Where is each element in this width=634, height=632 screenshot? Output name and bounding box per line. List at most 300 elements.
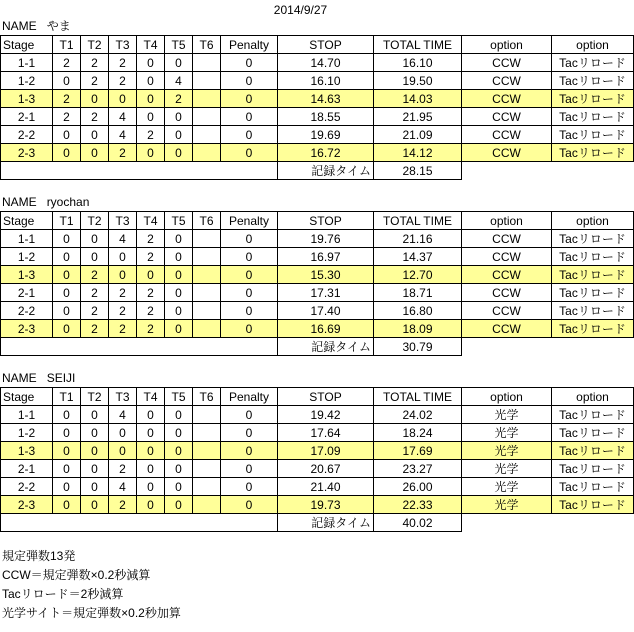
- cell-t2: 2: [81, 54, 109, 72]
- column-header: T3: [109, 388, 137, 406]
- player-name: ryochan: [46, 195, 90, 209]
- player-block-1: [0, 17, 634, 180]
- cell-stage: 2-2: [1, 478, 53, 496]
- note-line: Tacリロード＝2秒減算: [2, 587, 124, 601]
- cell-total: 14.37: [374, 248, 462, 266]
- cell-t2: 0: [81, 230, 109, 248]
- cell-penalty: 0: [221, 266, 278, 284]
- cell-opt1: 光学: [462, 442, 552, 460]
- cell-t1: 0: [53, 266, 81, 284]
- cell-t5: 0: [165, 406, 193, 424]
- cell-t3: 2: [109, 302, 137, 320]
- cell-penalty: 0: [221, 230, 278, 248]
- cell-t3: 2: [109, 284, 137, 302]
- player-block-3: [0, 369, 634, 532]
- column-header: STOP: [278, 388, 374, 406]
- cell-t6: [193, 460, 221, 478]
- cell-t3: 0: [109, 442, 137, 460]
- cell-stop: 19.73: [278, 496, 374, 514]
- cell-t6: [193, 90, 221, 108]
- cell-t5: 0: [165, 284, 193, 302]
- player-name-line: [0, 17, 634, 35]
- cell-t2: 2: [81, 266, 109, 284]
- stage-row: [1, 54, 634, 72]
- cell-t1: 0: [53, 126, 81, 144]
- cell-penalty: 0: [221, 496, 278, 514]
- cell-opt1: CCW: [462, 90, 552, 108]
- cell-stage: 2-3: [1, 496, 53, 514]
- cell-t3: 2: [109, 72, 137, 90]
- cell-opt2: Tacリロード: [552, 266, 634, 284]
- cell-penalty: 0: [221, 248, 278, 266]
- cell-stage: 2-3: [1, 320, 53, 338]
- stage-row: [1, 90, 634, 108]
- column-header: T3: [109, 36, 137, 54]
- cell-t3: 4: [109, 126, 137, 144]
- cell-t5: 0: [165, 478, 193, 496]
- cell-opt1: CCW: [462, 284, 552, 302]
- cell-opt1: CCW: [462, 266, 552, 284]
- column-header: T5: [165, 36, 193, 54]
- cell-t6: [193, 144, 221, 162]
- cell-opt2: Tacリロード: [552, 72, 634, 90]
- cell-penalty: 0: [221, 320, 278, 338]
- cell-t5: 0: [165, 442, 193, 460]
- cell-t1: 0: [53, 406, 81, 424]
- cell-t2: 0: [81, 442, 109, 460]
- column-header: T6: [193, 388, 221, 406]
- cell-t6: [193, 302, 221, 320]
- cell-total: 17.69: [374, 442, 462, 460]
- cell-t2: 2: [81, 108, 109, 126]
- cell-opt2: Tacリロード: [552, 496, 634, 514]
- cell-t6: [193, 54, 221, 72]
- header-row: [1, 388, 634, 406]
- cell-t2: 2: [81, 320, 109, 338]
- player-name-line: [0, 369, 634, 387]
- cell-stop: 19.76: [278, 230, 374, 248]
- column-header: T1: [53, 388, 81, 406]
- column-header: Penalty: [221, 36, 278, 54]
- cell-stop: 19.69: [278, 126, 374, 144]
- cell-stop: 19.42: [278, 406, 374, 424]
- record-label: 記録タイム: [278, 514, 374, 532]
- cell-t4: 2: [137, 284, 165, 302]
- cell-opt2: Tacリロード: [552, 302, 634, 320]
- cell-t1: 0: [53, 72, 81, 90]
- note-line: 規定弾数13発: [2, 549, 76, 563]
- cell-penalty: 0: [221, 72, 278, 90]
- cell-t4: 2: [137, 248, 165, 266]
- cell-t3: 4: [109, 406, 137, 424]
- cell-stage: 2-1: [1, 284, 53, 302]
- cell-opt1: 光学: [462, 424, 552, 442]
- cell-t6: [193, 406, 221, 424]
- cell-penalty: 0: [221, 406, 278, 424]
- cell-penalty: 0: [221, 108, 278, 126]
- cell-t6: [193, 442, 221, 460]
- stage-row: [1, 126, 634, 144]
- cell-penalty: 0: [221, 126, 278, 144]
- cell-opt2: Tacリロード: [552, 126, 634, 144]
- cell-opt1: CCW: [462, 126, 552, 144]
- cell-t4: 2: [137, 302, 165, 320]
- column-header: T2: [81, 36, 109, 54]
- cell-total: 21.09: [374, 126, 462, 144]
- cell-opt2: Tacリロード: [552, 248, 634, 266]
- cell-t3: 0: [109, 266, 137, 284]
- column-header: T1: [53, 212, 81, 230]
- cell-t3: 2: [109, 320, 137, 338]
- cell-t5: 0: [165, 230, 193, 248]
- cell-opt2: Tacリロード: [552, 424, 634, 442]
- cell-t4: 2: [137, 320, 165, 338]
- cell-t6: [193, 266, 221, 284]
- cell-opt1: 光学: [462, 406, 552, 424]
- cell-penalty: 0: [221, 144, 278, 162]
- cell-stage: 2-1: [1, 460, 53, 478]
- column-header: option: [462, 36, 552, 54]
- cell-stage: 2-2: [1, 302, 53, 320]
- cell-t3: 0: [109, 248, 137, 266]
- score-table: [0, 35, 634, 180]
- cell-t5: 0: [165, 144, 193, 162]
- cell-penalty: 0: [221, 302, 278, 320]
- cell-t2: 2: [81, 284, 109, 302]
- column-header: T5: [165, 388, 193, 406]
- cell-penalty: 0: [221, 442, 278, 460]
- cell-t1: 0: [53, 478, 81, 496]
- cell-penalty: 0: [221, 478, 278, 496]
- column-header: option: [462, 388, 552, 406]
- player-name: SEIJI: [46, 371, 76, 385]
- cell-total: 18.24: [374, 424, 462, 442]
- name-label: NAME: [2, 371, 37, 385]
- cell-t5: 2: [165, 90, 193, 108]
- cell-t1: 2: [53, 90, 81, 108]
- record-spacer: [1, 514, 278, 532]
- cell-t6: [193, 284, 221, 302]
- column-header: STOP: [278, 212, 374, 230]
- column-header: TOTAL TIME: [374, 388, 462, 406]
- cell-t1: 0: [53, 496, 81, 514]
- cell-opt2: Tacリロード: [552, 54, 634, 72]
- column-header: T4: [137, 212, 165, 230]
- cell-t6: [193, 126, 221, 144]
- cell-opt1: CCW: [462, 248, 552, 266]
- cell-t6: [193, 108, 221, 126]
- cell-t2: 2: [81, 72, 109, 90]
- cell-stage: 1-3: [1, 90, 53, 108]
- cell-total: 24.02: [374, 406, 462, 424]
- cell-t3: 2: [109, 54, 137, 72]
- column-header: Penalty: [221, 388, 278, 406]
- header-row: [1, 212, 634, 230]
- stage-row: [1, 266, 634, 284]
- cell-t2: 0: [81, 424, 109, 442]
- cell-total: 18.71: [374, 284, 462, 302]
- cell-stage: 2-2: [1, 126, 53, 144]
- cell-opt2: Tacリロード: [552, 108, 634, 126]
- cell-stop: 16.69: [278, 320, 374, 338]
- cell-t5: 0: [165, 248, 193, 266]
- cell-t3: 2: [109, 460, 137, 478]
- stage-row: [1, 302, 634, 320]
- column-header: TOTAL TIME: [374, 212, 462, 230]
- cell-opt1: CCW: [462, 72, 552, 90]
- cell-t5: 0: [165, 460, 193, 478]
- cell-opt1: 光学: [462, 496, 552, 514]
- cell-t4: 0: [137, 478, 165, 496]
- column-header: option: [462, 212, 552, 230]
- cell-total: 14.03: [374, 90, 462, 108]
- cell-t4: 0: [137, 72, 165, 90]
- cell-t4: 2: [137, 126, 165, 144]
- cell-t3: 0: [109, 424, 137, 442]
- column-header: T4: [137, 36, 165, 54]
- column-header: T5: [165, 212, 193, 230]
- cell-t3: 2: [109, 496, 137, 514]
- cell-total: 12.70: [374, 266, 462, 284]
- stage-row: [1, 230, 634, 248]
- cell-t4: 0: [137, 144, 165, 162]
- stage-row: [1, 478, 634, 496]
- cell-t3: 4: [109, 108, 137, 126]
- record-time: 40.02: [374, 514, 462, 532]
- cell-stop: 17.40: [278, 302, 374, 320]
- cell-stage: 1-1: [1, 54, 53, 72]
- record-row: [1, 514, 634, 532]
- cell-t6: [193, 496, 221, 514]
- cell-t6: [193, 424, 221, 442]
- cell-t5: 4: [165, 72, 193, 90]
- column-header: T3: [109, 212, 137, 230]
- cell-t4: 2: [137, 230, 165, 248]
- cell-t2: 0: [81, 460, 109, 478]
- cell-t4: 0: [137, 496, 165, 514]
- column-header: T1: [53, 36, 81, 54]
- column-header: STOP: [278, 36, 374, 54]
- cell-penalty: 0: [221, 424, 278, 442]
- cell-t1: 0: [53, 284, 81, 302]
- stage-row: [1, 406, 634, 424]
- cell-total: 23.27: [374, 460, 462, 478]
- cell-opt2: Tacリロード: [552, 144, 634, 162]
- cell-t5: 0: [165, 302, 193, 320]
- cell-stage: 1-2: [1, 424, 53, 442]
- cell-stage: 1-3: [1, 266, 53, 284]
- cell-stop: 14.70: [278, 54, 374, 72]
- note-line: 光学サイト＝規定弾数×0.2秒加算: [2, 606, 181, 620]
- cell-t4: 0: [137, 108, 165, 126]
- cell-total: 16.80: [374, 302, 462, 320]
- stage-row: [1, 460, 634, 478]
- record-row: [1, 162, 634, 180]
- cell-t1: 2: [53, 108, 81, 126]
- cell-stop: 17.31: [278, 284, 374, 302]
- cell-opt2: Tacリロード: [552, 442, 634, 460]
- record-time: 30.79: [374, 338, 462, 356]
- column-header: T2: [81, 212, 109, 230]
- record-row: [1, 338, 634, 356]
- cell-opt1: CCW: [462, 320, 552, 338]
- player-block-2: [0, 193, 634, 356]
- cell-stage: 1-2: [1, 248, 53, 266]
- cell-t4: 0: [137, 266, 165, 284]
- stage-row: [1, 442, 634, 460]
- player-name-line: [0, 193, 634, 211]
- cell-stop: 21.40: [278, 478, 374, 496]
- cell-stop: 15.30: [278, 266, 374, 284]
- stage-row: [1, 248, 634, 266]
- cell-opt2: Tacリロード: [552, 320, 634, 338]
- cell-t4: 0: [137, 54, 165, 72]
- cell-total: 19.50: [374, 72, 462, 90]
- column-header: Stage: [1, 388, 53, 406]
- cell-opt2: Tacリロード: [552, 406, 634, 424]
- cell-t6: [193, 478, 221, 496]
- cell-stop: 16.72: [278, 144, 374, 162]
- rules-notes: [2, 547, 181, 623]
- cell-stop: 17.64: [278, 424, 374, 442]
- record-label: 記録タイム: [278, 162, 374, 180]
- cell-t2: 0: [81, 496, 109, 514]
- cell-t5: 0: [165, 54, 193, 72]
- record-label: 記録タイム: [278, 338, 374, 356]
- cell-t3: 2: [109, 144, 137, 162]
- cell-t4: 0: [137, 442, 165, 460]
- cell-t6: [193, 72, 221, 90]
- cell-t1: 0: [53, 442, 81, 460]
- cell-opt2: Tacリロード: [552, 90, 634, 108]
- cell-stage: 2-3: [1, 144, 53, 162]
- column-header: T4: [137, 388, 165, 406]
- cell-stage: 1-3: [1, 442, 53, 460]
- cell-total: 21.95: [374, 108, 462, 126]
- cell-t2: 2: [81, 302, 109, 320]
- cell-total: 16.10: [374, 54, 462, 72]
- cell-opt2: Tacリロード: [552, 460, 634, 478]
- column-header: option: [552, 36, 634, 54]
- cell-stop: 16.10: [278, 72, 374, 90]
- record-spacer: [1, 338, 278, 356]
- cell-stage: 1-1: [1, 406, 53, 424]
- cell-stop: 14.63: [278, 90, 374, 108]
- cell-opt2: Tacリロード: [552, 284, 634, 302]
- cell-stop: 17.09: [278, 442, 374, 460]
- cell-opt1: 光学: [462, 460, 552, 478]
- cell-penalty: 0: [221, 460, 278, 478]
- cell-opt2: Tacリロード: [552, 230, 634, 248]
- cell-t4: 0: [137, 460, 165, 478]
- cell-opt1: CCW: [462, 230, 552, 248]
- cell-total: 14.12: [374, 144, 462, 162]
- column-header: option: [552, 388, 634, 406]
- cell-t5: 0: [165, 424, 193, 442]
- cell-t5: 0: [165, 108, 193, 126]
- stage-row: [1, 72, 634, 90]
- stage-row: [1, 424, 634, 442]
- cell-t2: 0: [81, 90, 109, 108]
- cell-t1: 0: [53, 302, 81, 320]
- cell-t1: 0: [53, 460, 81, 478]
- cell-t4: 0: [137, 406, 165, 424]
- cell-t6: [193, 230, 221, 248]
- cell-t6: [193, 248, 221, 266]
- cell-opt2: Tacリロード: [552, 478, 634, 496]
- cell-total: 21.16: [374, 230, 462, 248]
- cell-t1: 0: [53, 230, 81, 248]
- column-header: option: [552, 212, 634, 230]
- cell-t1: 0: [53, 424, 81, 442]
- cell-penalty: 0: [221, 90, 278, 108]
- cell-t4: 0: [137, 90, 165, 108]
- cell-stage: 2-1: [1, 108, 53, 126]
- cell-t2: 0: [81, 478, 109, 496]
- cell-t3: 4: [109, 478, 137, 496]
- cell-opt1: CCW: [462, 108, 552, 126]
- stage-row: [1, 144, 634, 162]
- record-time: 28.15: [374, 162, 462, 180]
- cell-penalty: 0: [221, 284, 278, 302]
- cell-t3: 4: [109, 230, 137, 248]
- cell-t1: 0: [53, 320, 81, 338]
- name-label: NAME: [2, 195, 37, 209]
- sheet-date: 2014/9/27: [273, 3, 328, 17]
- record-spacer: [1, 162, 278, 180]
- cell-t2: 0: [81, 248, 109, 266]
- cell-stop: 20.67: [278, 460, 374, 478]
- name-label: NAME: [2, 19, 37, 33]
- cell-t2: 0: [81, 144, 109, 162]
- note-line: CCW＝規定弾数×0.2秒減算: [2, 568, 151, 582]
- cell-t2: 0: [81, 406, 109, 424]
- column-header: Penalty: [221, 212, 278, 230]
- cell-t5: 0: [165, 320, 193, 338]
- cell-t3: 0: [109, 90, 137, 108]
- stage-row: [1, 320, 634, 338]
- cell-t5: 0: [165, 266, 193, 284]
- cell-t1: 2: [53, 54, 81, 72]
- cell-t4: 0: [137, 424, 165, 442]
- cell-total: 18.09: [374, 320, 462, 338]
- column-header: T6: [193, 212, 221, 230]
- cell-opt1: CCW: [462, 302, 552, 320]
- player-name: やま: [46, 19, 71, 33]
- column-header: T6: [193, 36, 221, 54]
- cell-penalty: 0: [221, 54, 278, 72]
- cell-total: 26.00: [374, 478, 462, 496]
- cell-total: 22.33: [374, 496, 462, 514]
- cell-stage: 1-2: [1, 72, 53, 90]
- cell-opt1: 光学: [462, 478, 552, 496]
- score-table: [0, 211, 634, 356]
- cell-t1: 0: [53, 248, 81, 266]
- cell-t5: 0: [165, 496, 193, 514]
- cell-t6: [193, 320, 221, 338]
- header-row: [1, 36, 634, 54]
- cell-opt1: CCW: [462, 144, 552, 162]
- cell-t1: 0: [53, 144, 81, 162]
- stage-row: [1, 284, 634, 302]
- cell-opt1: CCW: [462, 54, 552, 72]
- column-header: TOTAL TIME: [374, 36, 462, 54]
- stage-row: [1, 496, 634, 514]
- column-header: T2: [81, 388, 109, 406]
- stage-row: [1, 108, 634, 126]
- column-header: Stage: [1, 36, 53, 54]
- score-table: [0, 387, 634, 532]
